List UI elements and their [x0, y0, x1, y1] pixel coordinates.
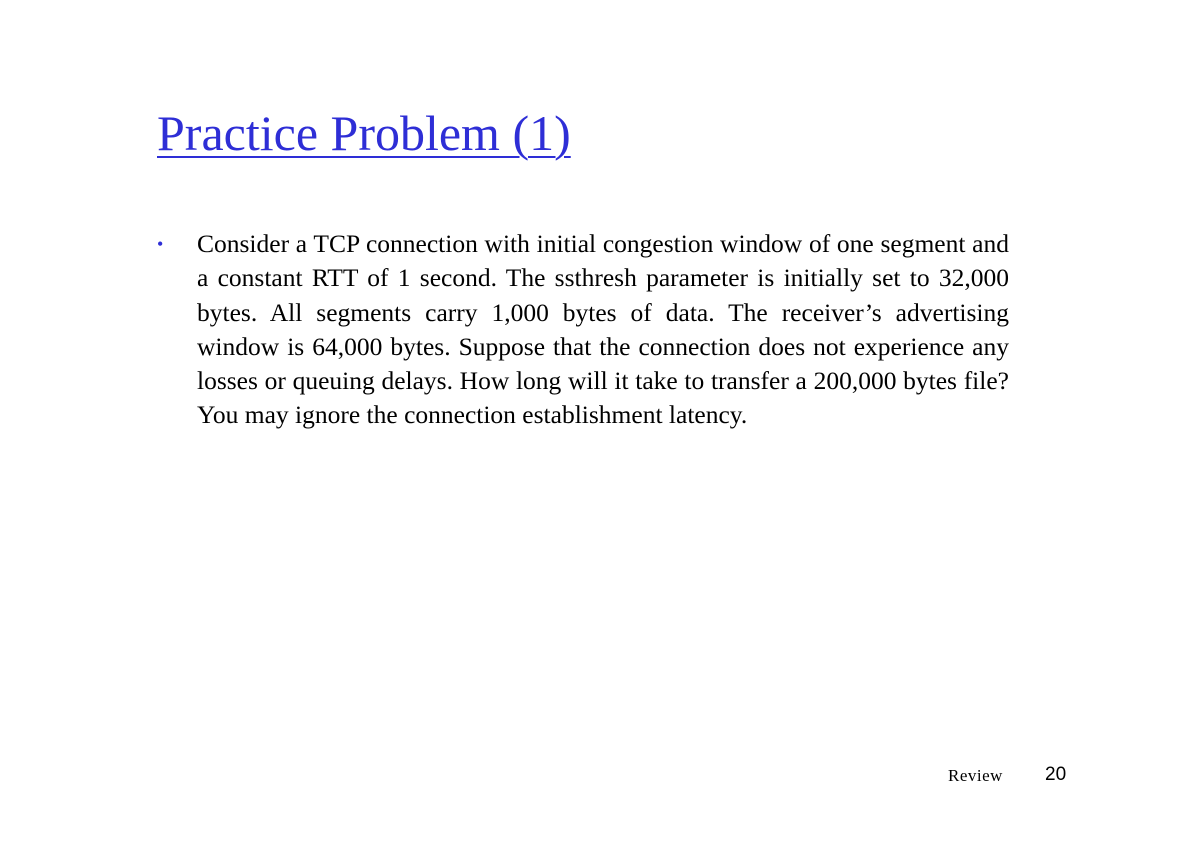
footer-label: Review	[948, 766, 1003, 785]
bullet-icon: •	[157, 234, 164, 254]
bullet-item	[157, 227, 1009, 433]
bullet-list	[157, 227, 1009, 433]
slide-title: Practice Problem (1)	[157, 105, 571, 161]
bullet-text: Consider a TCP connection with initial congestion window of one segment and a constant RTT of 1 second. The ssthresh parameter is initially set to 32,000 bytes. All segments carry 1,000 bytes of data. The receiver’s advertising window is 64,000 bytes. Suppose that the connection does not experience any losses or queuing delays. How long will it take to transfer a 200,000 bytes file? You may ignore the connection establishment latency.	[197, 229, 1009, 430]
page-number: 20	[1045, 764, 1067, 785]
